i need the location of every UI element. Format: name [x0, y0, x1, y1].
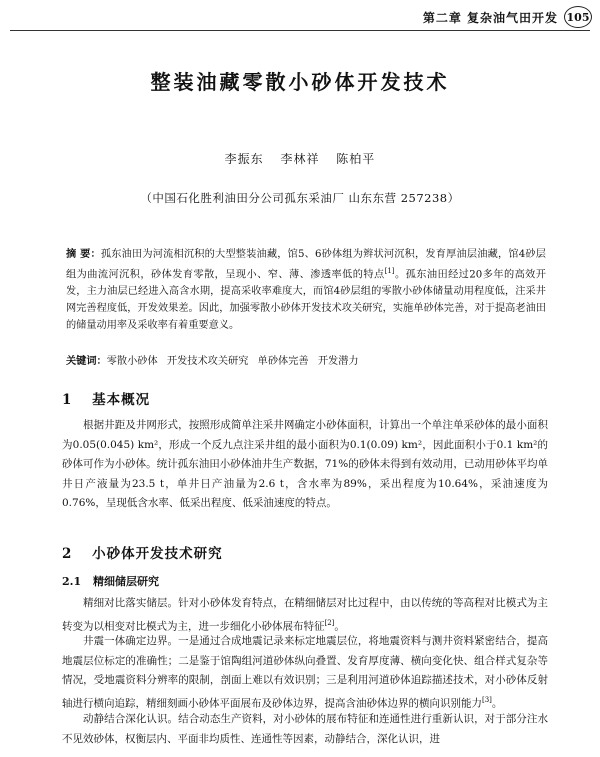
para-1-ref: [2] [324, 618, 335, 627]
running-header [423, 6, 592, 28]
para-2-ref: [3] [482, 695, 492, 704]
para-2-end: 。 [491, 697, 503, 709]
para-1-end: 。 [334, 620, 345, 632]
header-rule [10, 30, 590, 31]
section-2-paragraph-1 [62, 594, 548, 637]
section-1-heading: 1 基本概况 [62, 392, 151, 408]
keywords-text: 零散小砂体 开发技术攻关研究 单砂体完善 开发潜力 [106, 356, 359, 367]
abstract-label: 摘 要： [66, 248, 101, 260]
abstract [66, 246, 546, 334]
affiliation: （中国石化胜利油田分公司孤东采油厂 山东东营 257238） [140, 191, 460, 205]
running-title: 第二章 复杂油气田开发 [422, 10, 558, 25]
abstract-text-2: 。孤东油田经过20多年的高效开发，主力油层已经进入高含水期，提高采收率难度大，而馆4砂层组的零散小砂体储量动用程度低，注采井网完善程度低，开发效果差。因此，加强零散小砂体开发技术攻关研究，实施单砂体完善，对于提高老油田的储量动用率及采收率有着重要意义。 [66, 269, 546, 332]
subsection-2-1-heading: 2.1 精细储层研究 [62, 575, 159, 588]
keywords-label: 关键词： [66, 355, 107, 367]
keywords [66, 353, 546, 370]
paper-title: 整装油藏零散小砂体开发技术 [150, 70, 450, 94]
authors: 李振东 李林祥 陈柏平 [224, 152, 376, 166]
page-number: 105 [564, 6, 592, 28]
section-1-paragraph [62, 416, 548, 514]
abstract-ref: [1] [384, 267, 395, 275]
section-2-heading: 2 小砂体开发技术研究 [62, 546, 223, 562]
section-1-text: 根据井距及井网形式，按照形成简单注采井网确定小砂体面积，计算出一个单注单采砂体的最小面积为0.05(0.045) km²，形成一个反九点注采井组的最小面积为0.1(0.09) km²，因此面积小于0.1 km²的砂体可作为小砂体。统计孤东油田小砂体油井生产数据，71%的砂体未得到有效动用，已动用砂体平均单井日产液量为23.5 t，单井日产油量为2.6 t，含水率为89%，采出程度为10.64%，采油速度为0.76%，呈现低含水率、低采出程度、低采油速度的特点。 [62, 419, 548, 509]
para-2-text: 井震一体确定边界。一是通过合成地震记录来标定地震层位，将地震资料与测井资料紧密结合，提高地震层位标定的准确性；二是鉴于馆陶组河道砂体纵向叠置、发育厚度薄、横向变化快、组合样式复杂等情况，受地震资料分辨率的限制，剖面上难以有效识别；三是利用河道砂体追踪描述技术，对小砂体反射轴进行横向追踪，精细刻画小砂体平面展布及砂体边界，提高含油砂体边界的横向识别能力 [62, 635, 548, 709]
para-2-wrap [62, 632, 548, 714]
para-3-text: 动静结合深化认识。结合动态生产资料，对小砂体的展布特征和连通性进行重新认识，对于部分注水不见效砂体，权衡层内、平面非均质性、连通性等因素，动静结合，深化认识，进 [62, 713, 548, 745]
section-2-paragraph-2 [62, 632, 548, 714]
para-1-wrap [62, 594, 548, 637]
para-1-text: 精细对比落实储层。针对小砂体发育特点，在精细储层对比过程中，由以传统的等高程对比模式为主转变为以相变对比模式为主，进一步细化小砂体展布特征 [62, 597, 548, 632]
section-2-paragraph-3 [62, 710, 548, 749]
abstract-text: 孤东油田为河流相沉积的大型整装油藏，馆5、6砂体组为辫状河沉积，发育厚油层油藏，馆4砂层组为曲流河沉积，砂体发育零散，呈现小、窄、薄、渗透率低的特点 [66, 249, 546, 281]
